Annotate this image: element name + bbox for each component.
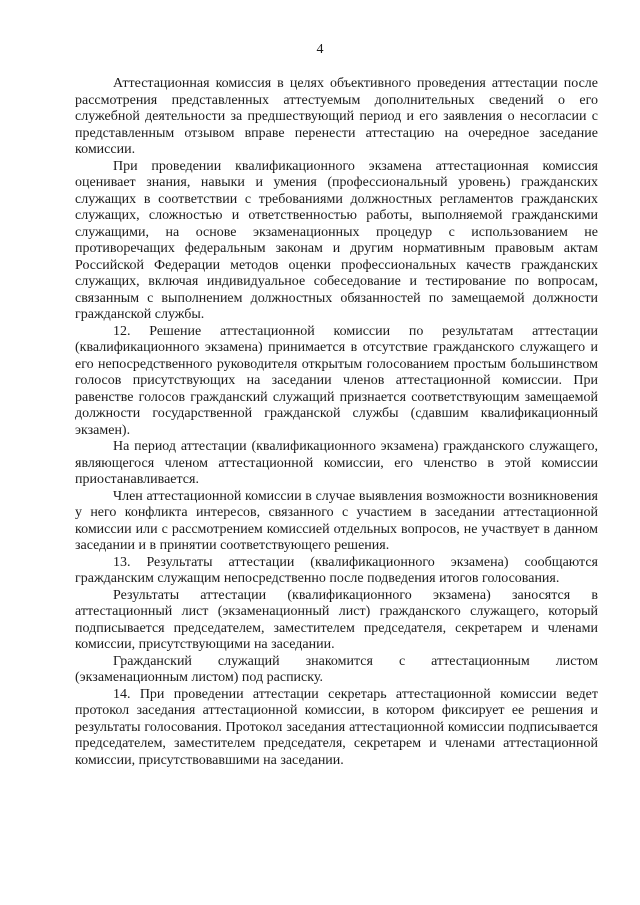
document-body [75, 76, 598, 769]
paragraph-14-protocol: 14. При проведении аттестации секретарь аттестационной комиссии ведет протокол заседания аттестационной комиссии, в котором фиксирует ее решения и результаты голосования. Протокол заседания аттестационной комиссии подписывается председателем, заместителем председателя, секретарем и членами аттестационной комиссии, присутствовавшими на заседании. [75, 686, 598, 768]
paragraph-membership-suspended: На период аттестации (квалификационного экзамена) гражданского служащего, являющегося членом аттестационной комиссии, его членство в этой комиссии приостанавливается. [75, 439, 598, 487]
paragraph-results-recorded: Результаты аттестации (квалификационного экзамена) заносятся в аттестационный лист (экзаменационный лист) гражданского служащего, который подписывается председателем, заместителем председателя, секретарем и членами комиссии, присутствующими на заседании. [75, 587, 598, 652]
paragraph-13-results-communicated: 13. Результаты аттестации (квалификационного экзамена) сообщаются гражданским служащим непосредственно после подведения итогов голосования. [75, 554, 598, 586]
paragraph-qualification-exam-evaluation: При проведении квалификационного экзамена аттестационная комиссия оценивает знания, навыки и умения (профессиональный уровень) гражданских служащих в соответствии с требованиями должностных регламентов гражданских служащих, сложностью и ответственностью работы, выполняемой гражданскими служащими, на основе экзаменационных процедур с использованием не противоречащих федеральным законам и другим нормативным правовым актам Российской Федерации методов оценки профессиональных качеств гражданских служащих, включая индивидуальное собеседование и тестирование по вопросам, связанным с выполнением должностных обязанностей по замещаемой должности гражданской службы. [75, 158, 598, 322]
paragraph-12-commission-decision: 12. Решение аттестационной комиссии по результатам аттестации (квалификационного экзамена) принимается в отсутствие гражданского служащего и его непосредственного руководителя открытым голосованием простым большинством голосов присутствующих на заседании членов аттестационной комиссии. При равенстве голосов гражданский служащий признается соответствующим замещаемой должности государственной гражданской службы (сдавшим квалификационный экзамен). [75, 323, 598, 438]
paragraph-acknowledgement: Гражданский служащий знакомится с аттестационным листом (экзаменационным листом) под расписку. [75, 653, 598, 685]
paragraph-conflict-of-interest: Член аттестационной комиссии в случае выявления возможности возникновения у него конфликта интересов, связанного с участием в заседании аттестационной комиссии или с рассмотрением комиссией отдельных вопросов, не участвует в данном заседании и в принятии соответствующего решения. [75, 488, 598, 553]
paragraph-postpone-attestation: Аттестационная комиссия в целях объективного проведения аттестации после рассмотрения представленных аттестуемым дополнительных сведений о его служебной деятельности за предшествующий период и его заявления о несогласии с представленным отзывом вправе перенести аттестацию на очередное заседание комиссии. [75, 76, 598, 157]
page-number: 4 [316, 42, 324, 57]
